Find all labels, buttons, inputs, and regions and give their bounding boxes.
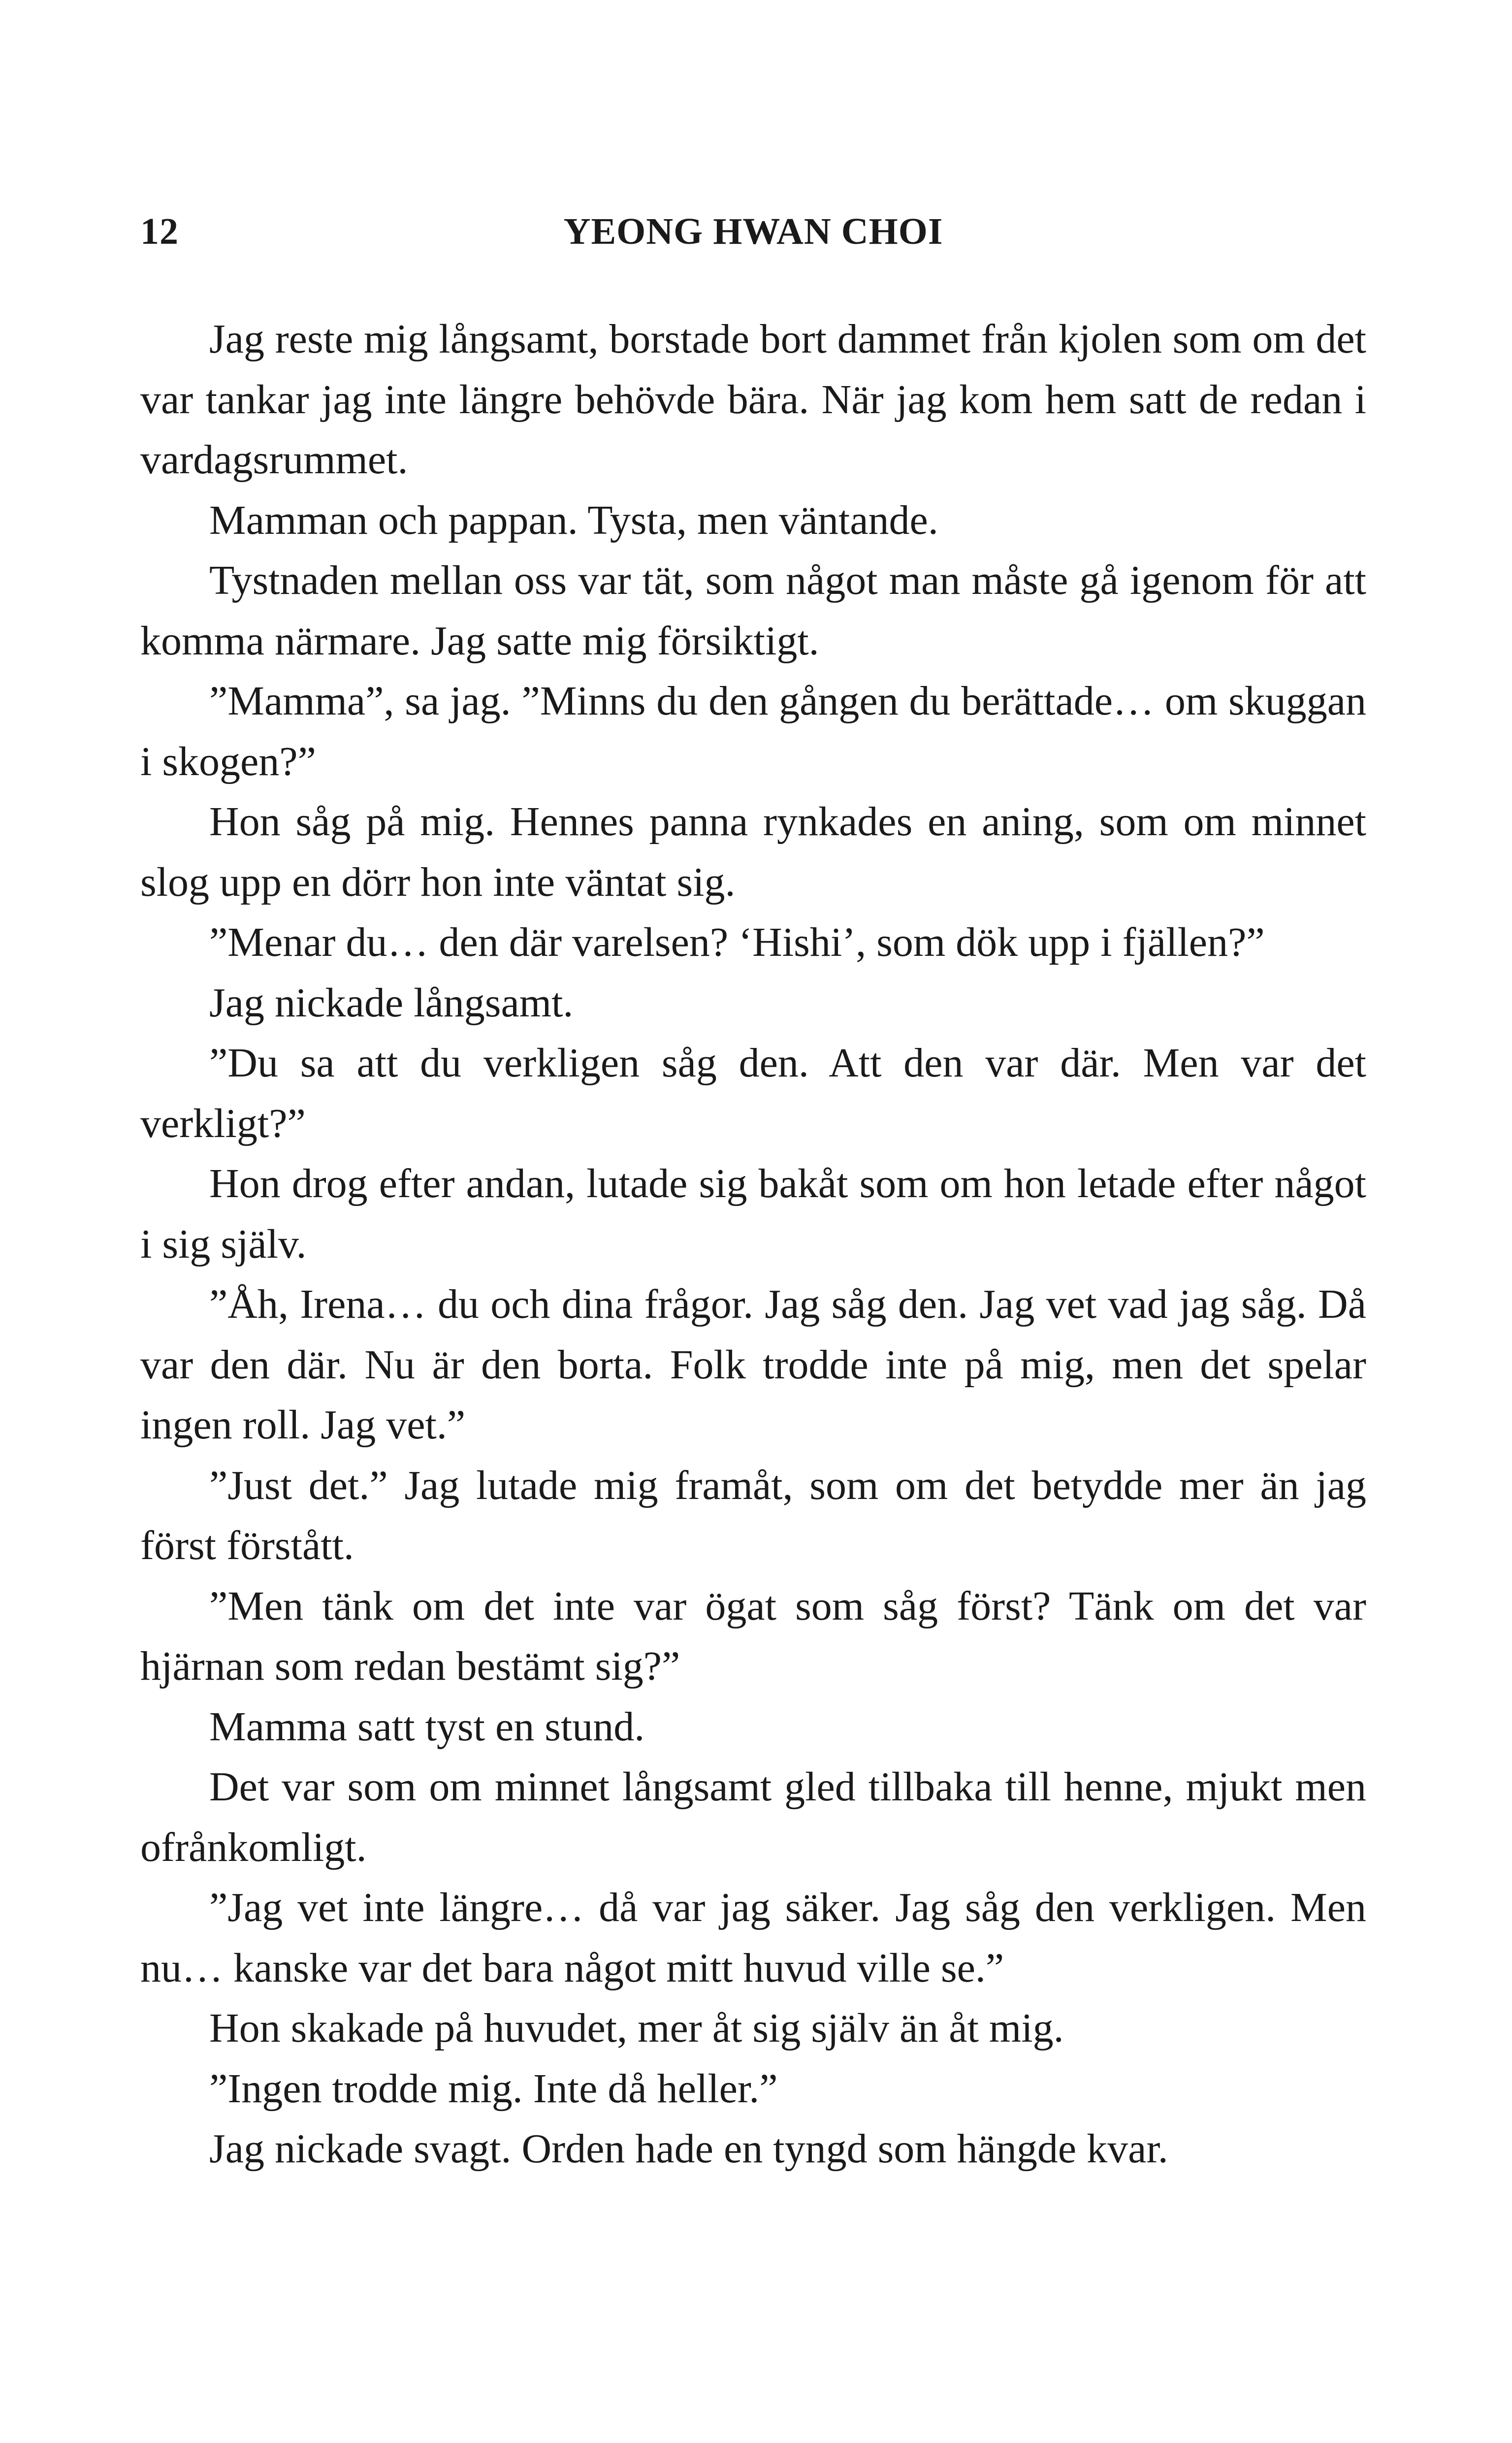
paragraph: Tystnaden mellan oss var tät, som något man måste gå igenom för att komma närmare. Jag satte mig försiktigt. <box>140 557 1366 664</box>
paragraph: ”Just det.” Jag lutade mig framåt, som om det betydde mer än jag först förstått. <box>140 1462 1366 1568</box>
paragraph: Jag nickade långsamt. <box>209 979 574 1026</box>
paragraph: ”Men tänk om det inte var ögat som såg först? Tänk om det var hjärnan som redan bestämt sig?” <box>140 1583 1366 1689</box>
running-head <box>140 204 1366 259</box>
running-title: YEONG HWAN CHOI <box>563 211 943 252</box>
paragraph: ”Åh, Irena… du och dina frågor. Jag såg den. Jag vet vad jag såg. Då var den där. Nu är den borta. Folk trodde inte på mig, men det spelar ingen roll. Jag vet.” <box>140 1281 1366 1448</box>
paragraph: Hon drog efter andan, lutade sig bakåt som om hon letade efter något i sig själv. <box>140 1161 1366 1267</box>
paragraph: Mamman och pappan. Tysta, men väntande. <box>209 497 938 543</box>
paragraph: Mamma satt tyst en stund. <box>209 1703 645 1750</box>
paragraph: ”Du sa att du verkligen såg den. Att den var där. Men var det verkligt?” <box>140 1040 1366 1146</box>
paragraph: ”Ingen trodde mig. Inte då heller.” <box>209 2065 778 2112</box>
paragraph: ”Menar du… den där varelsen? ‘Hishi’, som dök upp i fjällen?” <box>209 919 1265 965</box>
paragraph: Det var som om minnet långsamt gled tillbaka till henne, mjukt men ofrånkomligt. <box>140 1764 1366 1870</box>
paragraph: Jag reste mig långsamt, borstade bort dammet från kjolen som om det var tankar jag inte längre behövde bära. När jag kom hem satt de redan i vardagsrummet. <box>140 316 1366 483</box>
paragraph: ”Jag vet inte längre… då var jag säker. Jag såg den verkligen. Men nu… kanske var det bara något mitt huvud ville se.” <box>140 1885 1366 1991</box>
paragraph: Jag nickade svagt. Orden hade en tyngd som hängde kvar. <box>209 2126 1168 2172</box>
paragraph: ”Mamma”, sa jag. ”Minns du den gången du berättade… om skuggan i skogen?” <box>140 678 1366 784</box>
page-number: 12 <box>140 211 179 252</box>
body-text <box>140 309 1366 2180</box>
paragraph: Hon såg på mig. Hennes panna rynkades en aning, som om minnet slog upp en dörr hon inte väntat sig. <box>140 799 1366 905</box>
paragraph: Hon skakade på huvudet, mer åt sig själv än åt mig. <box>209 2005 1064 2051</box>
